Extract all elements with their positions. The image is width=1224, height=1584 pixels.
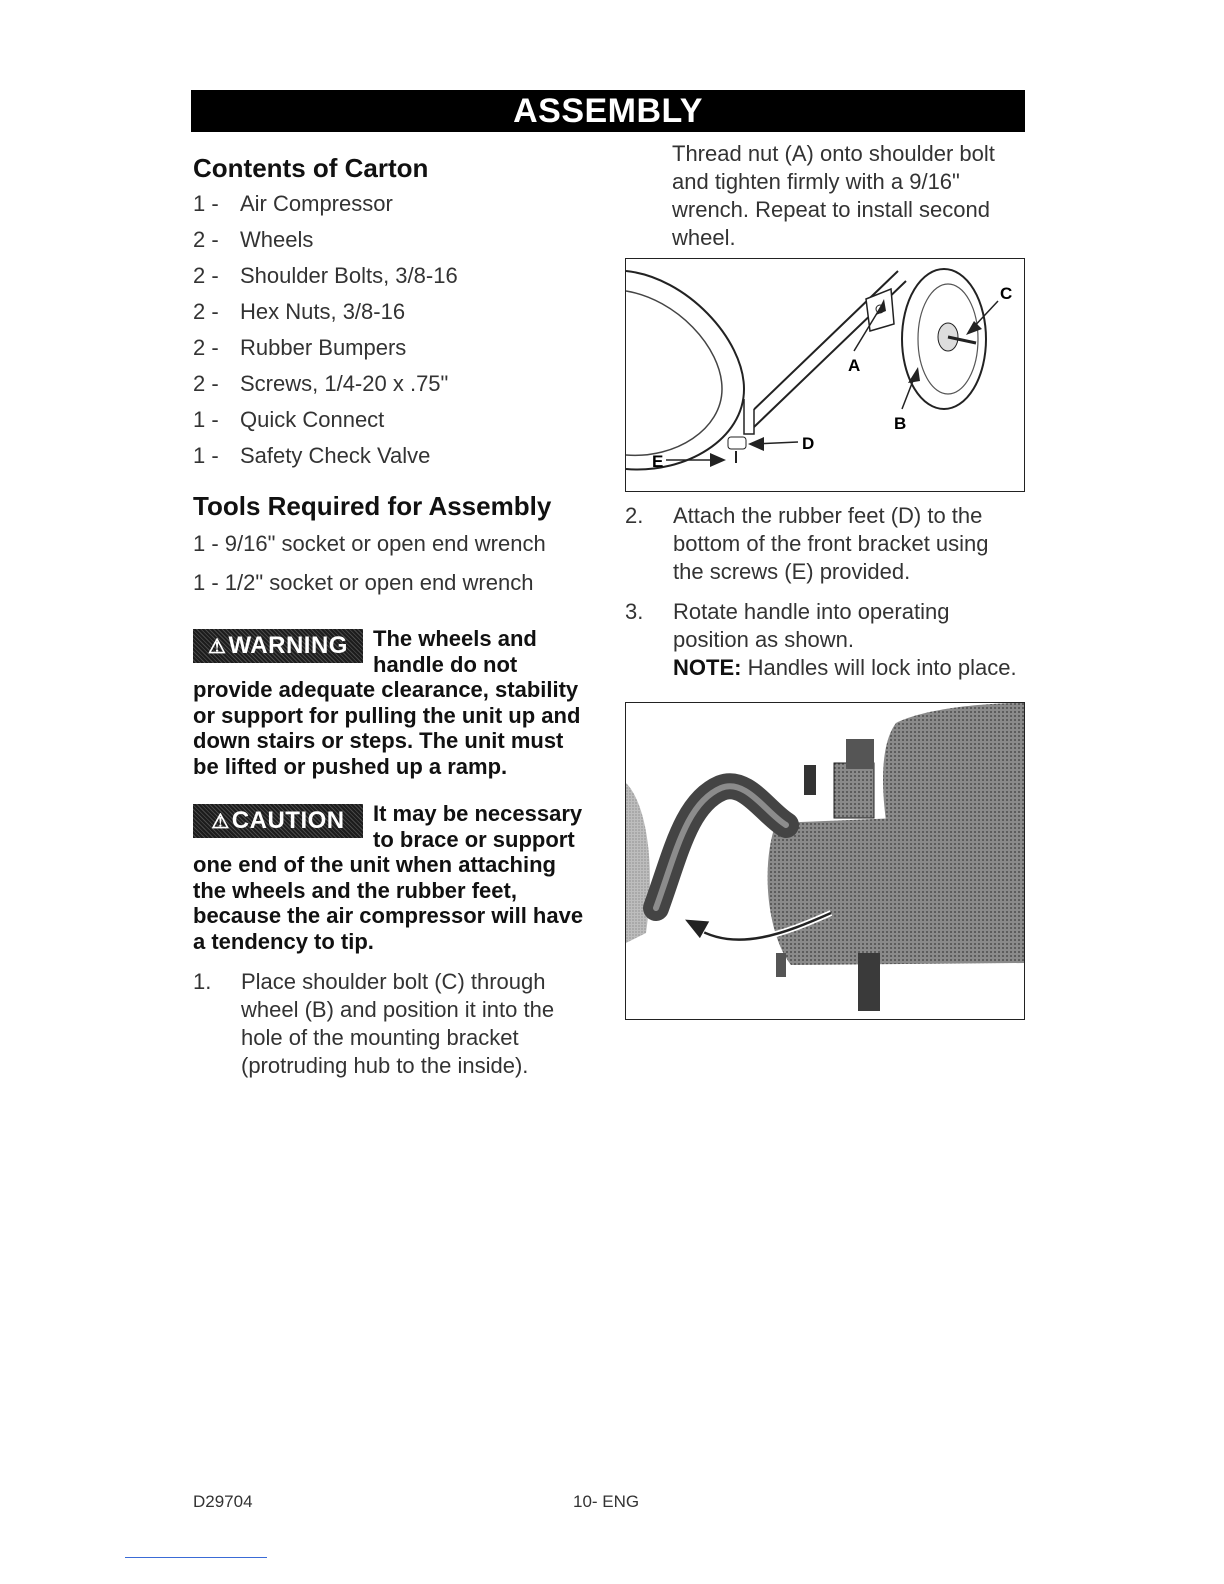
section-header: ASSEMBLY — [191, 90, 1025, 132]
valve — [804, 765, 816, 795]
list-item: 1 - 9/16" socket or open end wrench — [193, 531, 546, 556]
page-number: 10- ENG — [573, 1492, 640, 1511]
caution-triangle-icon: ⚠ — [211, 811, 230, 833]
note-label: NOTE: — [673, 655, 742, 680]
warning-triangle-icon: ⚠ — [208, 636, 227, 658]
motor-housing — [883, 703, 1024, 821]
step-1: 1. Place shoulder bolt (C) through wheel (B) and position it into the hole of the mounting bracket (protruding hub to the inside). — [193, 969, 555, 1078]
list-item: 2 - Screws, 1/4-20 x .75" — [193, 371, 449, 396]
warning-badge: ⚠WARNING — [193, 629, 363, 663]
warning-block — [193, 626, 593, 779]
label-a: A — [848, 356, 861, 375]
front-bracket — [744, 399, 754, 434]
tools-list — [193, 524, 593, 602]
caution-text: It may be necessary to brace or support one end of the unit when attaching the wheels and the rubber feet, because the air compressor will have a tendency to tip. — [193, 801, 584, 954]
tank-inner-outline — [626, 291, 722, 455]
gauge-block — [834, 763, 874, 818]
list-item: 2 - Shoulder Bolts, 3/8-16 — [193, 263, 458, 288]
handle-photo-svg — [626, 703, 1024, 1019]
tools-title: Tools Required for Assembly — [193, 491, 552, 521]
step-2: 2. Attach the rubber feet (D) to the bottom of the front bracket using the screws (E) provided. — [625, 503, 989, 584]
right-column — [625, 140, 1025, 1020]
label-d: D — [802, 434, 815, 453]
wheel-diagram-svg — [626, 259, 1024, 491]
tank-outline — [626, 271, 744, 469]
front-leg — [858, 953, 880, 1011]
wheel-assembly-diagram — [625, 258, 1025, 492]
list-item: 1 - Quick Connect — [193, 407, 385, 432]
label-c: C — [1000, 284, 1013, 303]
contents-title: Contents of Carton — [193, 153, 429, 183]
document-code: D29704 — [193, 1492, 253, 1511]
rubber-foot — [728, 437, 746, 449]
list-item: 1 - Safety Check Valve — [193, 443, 431, 468]
note-text: Handles will lock into place. — [747, 655, 1017, 680]
arrow-e-head — [710, 453, 726, 467]
step-3: 3. Rotate handle into operating position as shown. NOTE: Handles will lock into place. — [625, 599, 1017, 680]
link-underline — [125, 1557, 267, 1558]
pressure-switch — [846, 739, 874, 769]
list-item: 1 - Air Compressor — [193, 191, 393, 216]
handle-photo — [625, 702, 1025, 1020]
list-item: 2 - Hex Nuts, 3/8-16 — [193, 299, 406, 324]
compressor-tank — [768, 813, 1024, 965]
step-1-continued: Thread nut (A) onto shoulder bolt and tighten firmly with a 9/16" wrench. Repeat to install second wheel. — [672, 141, 995, 250]
list-item: 2 - Rubber Bumpers — [193, 335, 407, 360]
caution-badge: ⚠CAUTION — [193, 804, 363, 838]
arrow-d-head — [748, 437, 764, 451]
warning-text: The wheels and handle do not provide adequate clearance, stability or support for pulling the unit up and down stairs or steps. The unit must be lifted or pushed up a ramp. — [193, 626, 581, 779]
rear-leg — [776, 953, 786, 977]
caution-block — [193, 801, 593, 954]
list-item: 2 - Wheels — [193, 227, 314, 252]
label-e: E — [652, 452, 664, 471]
left-column — [193, 150, 593, 1080]
label-b: B — [894, 414, 907, 433]
contents-list — [193, 186, 593, 474]
list-item: 1 - 1/2" socket or open end wrench — [193, 570, 534, 595]
